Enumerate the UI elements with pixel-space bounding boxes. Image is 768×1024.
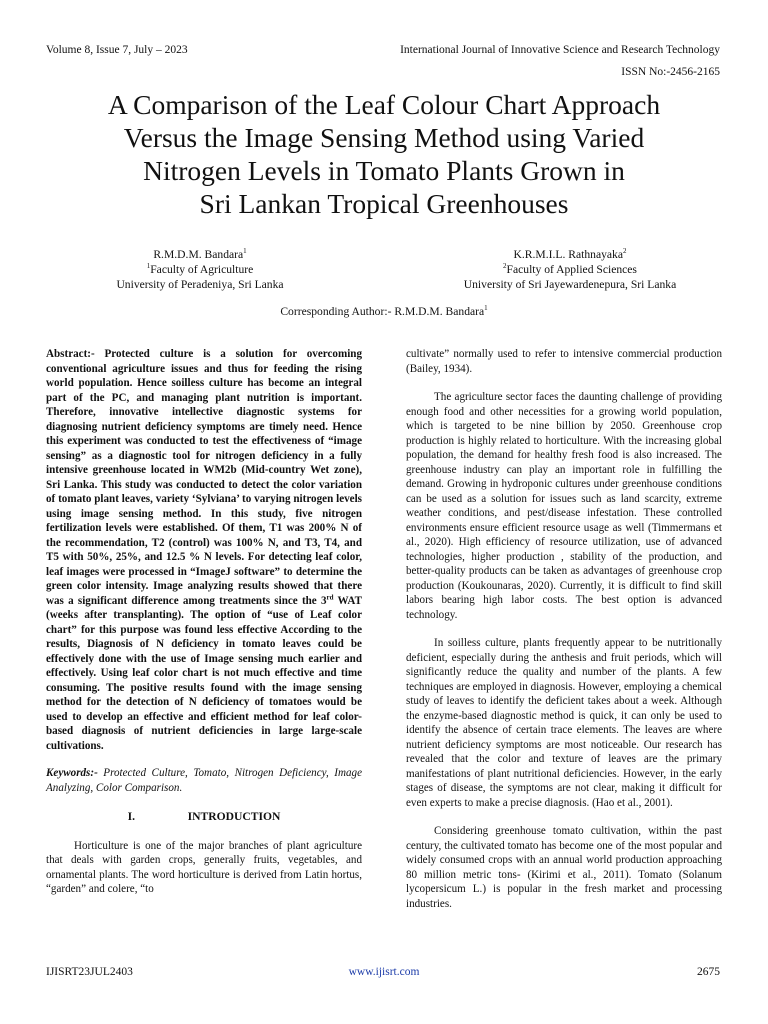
faculty-affil-mark: 2 [503, 262, 507, 271]
author-affil-mark: 1 [243, 247, 247, 256]
faculty-affil-mark: 1 [146, 262, 151, 271]
journal-name: International Journal of Innovative Science and Research Technology [400, 44, 720, 56]
left-column [46, 347, 362, 897]
section-heading [46, 810, 362, 825]
author-name: K.R.M.I.L. Rathnayaka [513, 248, 623, 261]
body-paragraph: In soilless culture, plants frequently appear to be nutritionally deficient, especially during the anthesis and fruit periods, which will significantly reduce the quality and number of the plants. A few techniques are employed in diagnosis. However, employing a chemical study of leaves to identify the deficient takes about a week. Although the enzyme-based diagnostic method is quick, it can only be used to identify the absence of certain trace elements. The leaves are where nutrient deficiency symptoms are most noticeable. Our research has revealed that the color and texture of leaves are the primary manifestations of plant nutritional deficiencies. However, in the early stages of disease, the symptoms are not clear, making it difficult for even experts to make a precise diagnosis. (Hao et al., 2001). [406, 637, 722, 809]
author-block-2 [440, 247, 700, 292]
body-paragraph: Considering greenhouse tomato cultivation, within the past century, the cultivated tomato has become one of the most popular and widely consumed crops with an annual world production approaching 80 million metric tons- (Kirimi et al., 2011). Tomato (Solanum lycopersicum L.) is popular in the fresh market and processing industries. [406, 825, 722, 910]
title-line: Sri Lankan Tropical Greenhouses [199, 188, 569, 219]
body-paragraph: Horticulture is one of the major branches of plant agriculture that deals with garden crops, generally fruits, vegetables, and ornamental plants. The word horticulture is derived from Latin hortus, “garden” and colere, “to [46, 839, 362, 895]
author-university: University of Sri Jayewardenepura, Sri Lanka [463, 278, 677, 291]
paper-title [40, 88, 728, 220]
page-number: 2675 [697, 966, 720, 978]
corresponding-author-text: Corresponding Author:- R.M.D.M. Bandara [280, 305, 485, 318]
title-line: Nitrogen Levels in Tomato Plants Grown in [143, 155, 625, 186]
section-number: I. [127, 810, 136, 823]
keywords-text: Protected Culture, Tomato, Nitrogen Deficiency, Image Analyzing, Color Comparison. [46, 767, 362, 794]
abstract-text-part2: WAT (weeks after transplanting). The option of “use of Leaf color chart” for this purpose was found less effective According to the results, Diagnosis of N deficiency in tomato leaves could be effectively done with the use of Image sensing much earlier and effectively. Using leaf color chart is not much effective and time consuming. The positive results found with the image sensing method for the detection of N deficiency of tomatoes would be used to develop an effective and efficient method for leaf color-based diagnosis of nutrient deficiencies in large large-scale cultivations. [46, 594, 362, 752]
author-faculty: Faculty of Applied Sciences [506, 263, 637, 276]
body-paragraph: cultivate” normally used to refer to intensive commercial production (Bailey, 1934). [406, 348, 722, 375]
ordinal-suffix: rd [326, 592, 334, 601]
section-title: INTRODUCTION [187, 810, 281, 823]
author-affil-mark: 2 [622, 247, 627, 256]
keywords [46, 766, 362, 795]
author-faculty: Faculty of Agriculture [150, 263, 254, 276]
right-column [406, 347, 722, 911]
body-paragraph: The agriculture sector faces the daunting challenge of providing enough food and other necessities for a growing world population, which is targeted to be nine billion by 2050. Greenhouse crop production is highly related to horticulture. With the increasing global population, the demand for healthy fresh food is also increased. The greenhouse industry can play an important role in fulfilling the demand. Growing in hydroponic cultures under greenhouse conditions can be used as a solution for issues such as land scarcity, extreme weather conditions, and pest/disease infestation. These controlled environments ensure efficient resource usage as well (Timmermans et al., 2020). High efficiency of resource utilization, use of advanced technologies, higher production , stability of the production, and better-quality products can be taken as advantages of greenhouse crop production (Koukounaras, 2020). Currently, it is difficult to find skill labors bearing high labor costs. The best option is advanced technology. [406, 391, 722, 621]
abstract-text-part1: Abstract:- Protected culture is a solution for overcoming conventional agriculture issues and thus for feeding the rising world population. Hence soilless culture has become an integral part of the PC, and managing plant nutrition is important. Therefore, innovative intellective diagnostic systems for diagnosing nutrient deficiency symptoms are timely need. Hence this experiment was conducted to test the effectiveness of “image sensing” as a diagnostic tool for nitrogen deficiency in a fully intensive greenhouse located in WM2b (Mid-country Wet zone), Sri Lanka. This study was conducted to detect the color variation of tomato plant leaves, variety ‘Sylviana’ to varying nitrogen levels using image sensing method. In this study, five nitrogen fertilization levels were established. Of them, T1 was 200% N of the recommendation, T2 (control) was 100% N, and T3, T4, and T5 with 50%, 25%, and 12.5 % N levels. For detecting leaf color, leaf images were processed in “ImageJ software” to determine the green color intensity. Image analyzing results showed that there was a significant difference among treatments since the 3 [46, 348, 362, 607]
author-name: R.M.D.M. Bandara [153, 248, 244, 261]
corresponding-author [0, 305, 768, 318]
title-line: A Comparison of the Leaf Colour Chart Approach [107, 89, 661, 120]
volume-info: Volume 8, Issue 7, July – 2023 [46, 44, 188, 56]
author-university: University of Peradeniya, Sri Lanka [116, 278, 284, 291]
journal-url-link[interactable]: www.ijisrt.com [348, 966, 420, 978]
keywords-label: Keywords:- [46, 767, 98, 779]
corresponding-affil-mark: 1 [484, 304, 488, 313]
abstract [46, 347, 362, 753]
title-line: Versus the Image Sensing Method using Varied [123, 122, 645, 153]
issn-number: ISSN No:-2456-2165 [621, 66, 720, 78]
article-code: IJISRT23JUL2403 [46, 966, 133, 978]
author-block-1 [70, 247, 330, 292]
